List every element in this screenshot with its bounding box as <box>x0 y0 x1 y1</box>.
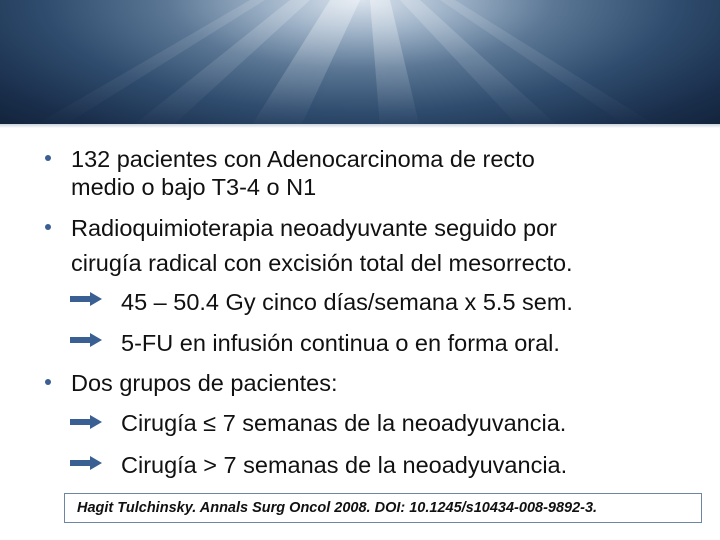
bullet-2-line-1: Radioquimioterapia neoadyuvante seguido por <box>71 215 558 241</box>
bullet-dot <box>45 379 51 385</box>
bullet-dot <box>45 224 51 230</box>
right-arrow-icon <box>70 415 102 429</box>
bullet-1-line-1: 132 pacientes con Adenocarcinoma de recto <box>71 146 535 172</box>
subitem-group-2: Cirugía > 7 semanas de la neoadyuvancia. <box>121 452 568 478</box>
right-arrow-icon <box>70 292 102 306</box>
right-arrow-icon <box>70 333 102 347</box>
bullet-2-line-2: cirugía radical con excisión total del mesorrecto. <box>71 250 573 276</box>
bullet-3-line-1: Dos grupos de pacientes: <box>71 370 338 396</box>
subitem-5fu: 5-FU en infusión continua o en forma oral. <box>121 330 560 356</box>
right-arrow-icon <box>70 456 102 470</box>
subitem-group-1: Cirugía ≤ 7 semanas de la neoadyuvancia. <box>121 410 567 436</box>
subitem-dose: 45 – 50.4 Gy cinco días/semana x 5.5 sem. <box>121 289 573 315</box>
bullet-1-line-2: medio o bajo T3-4 o N1 <box>71 174 317 200</box>
citation-box: Hagit Tulchinsky. Annals Surg Oncol 2008. DOI: 10.1245/s10434-008-9892-3. <box>64 493 702 523</box>
bullet-dot <box>45 155 51 161</box>
